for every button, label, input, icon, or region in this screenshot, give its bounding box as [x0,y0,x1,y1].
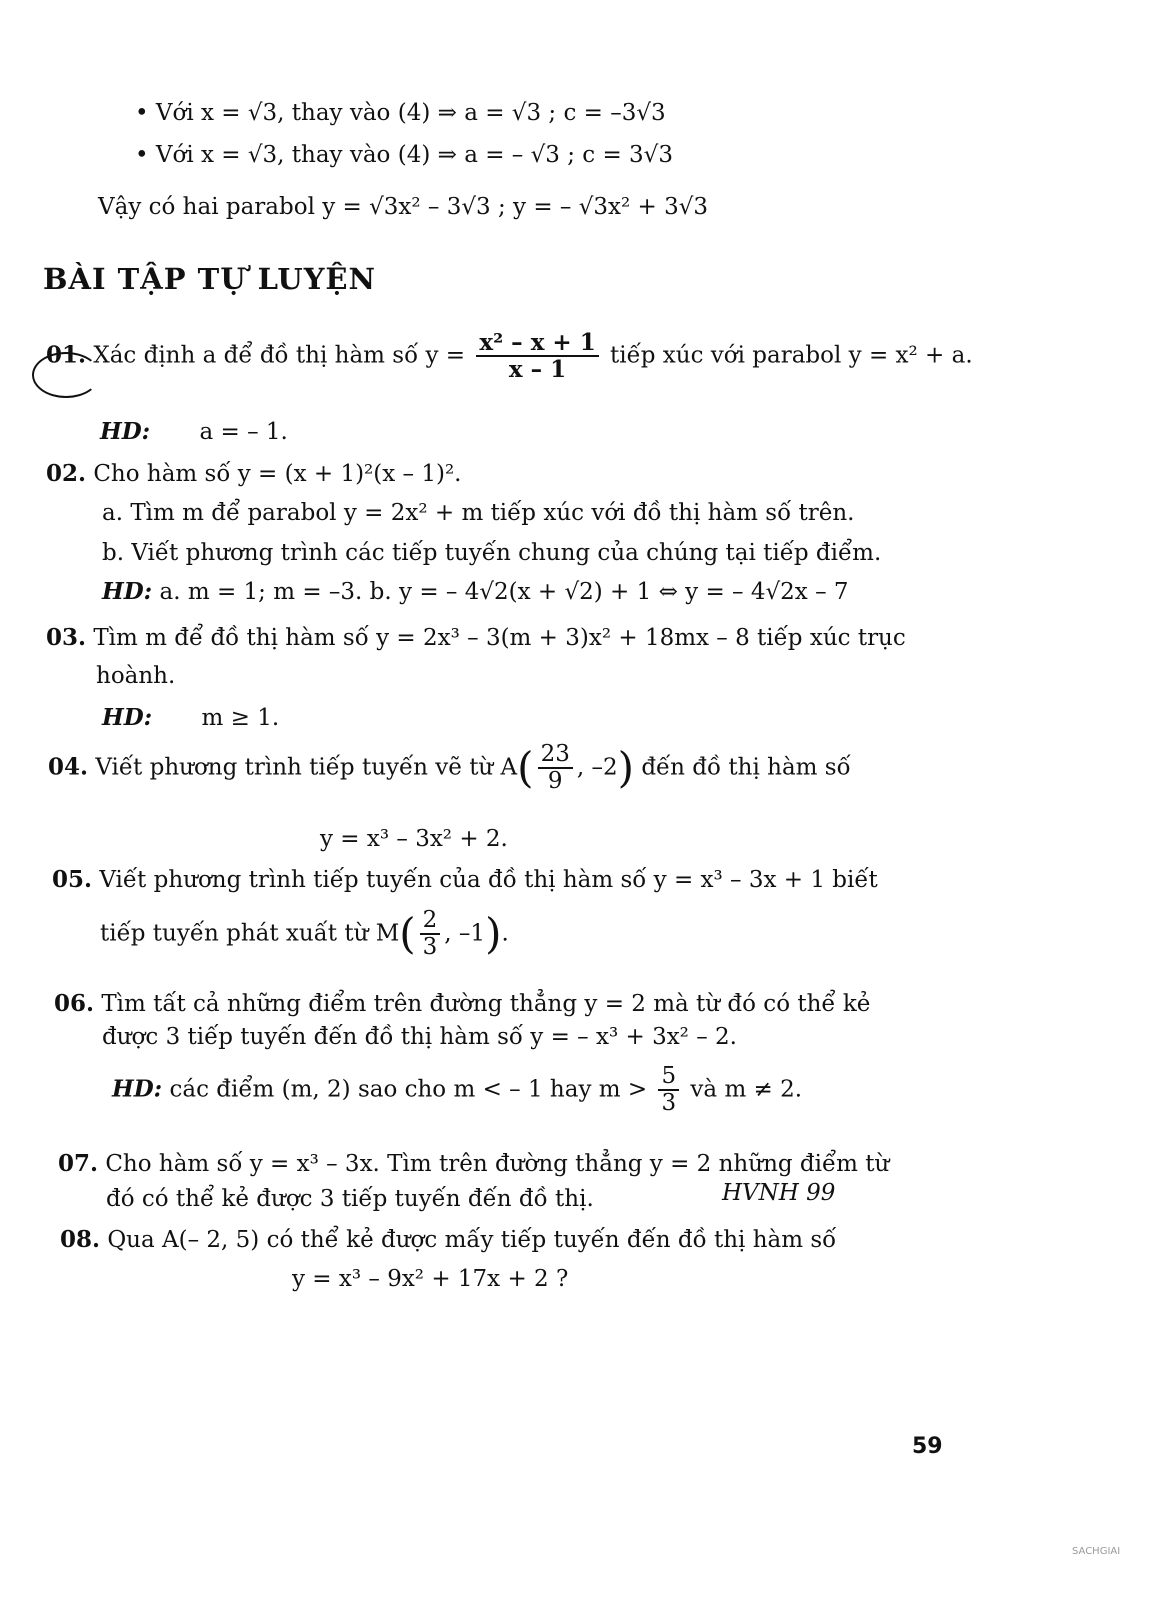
problem-number: 01. [46,341,87,369]
problem-number: 05. [52,866,93,893]
source-citation: HVNH 99 [722,1180,836,1206]
hint-label: HD: [102,578,153,605]
fraction [420,908,441,961]
problem-text: Qua A(– 2, 5) có thể kẻ được mấy tiếp tuyến đến đồ thị hàm số [107,1227,837,1253]
problem-number: 08. [60,1226,101,1253]
fraction-denominator: 9 [547,768,563,795]
problem-02-part-a: a. Tìm m để parabol y = 2x² + m tiếp xúc với đồ thị hàm số trên. [102,500,855,526]
hint-03 [102,704,279,733]
problem-text-after: tiếp xúc với parabol y = x² + a. [610,342,973,369]
paren-open: ( [399,909,416,959]
problem-02 [46,460,462,489]
hint-label: HD: [102,704,153,731]
solution-line-2: • Với x = √3, thay vào (4) ⇒ a = – √3 ; c = 3√3 [135,142,673,168]
hint-text: m ≥ 1. [201,705,280,731]
fraction-numerator: 5 [658,1064,679,1091]
problem-text: tiếp tuyến phát xuất từ M [100,920,400,947]
paren-close: ) [617,743,634,793]
problem-text: Viết phương trình tiếp tuyến vẽ từ A [95,754,518,781]
hint-text: các điểm (m, 2) sao cho m < – 1 hay m > [169,1076,648,1103]
problem-08-equation: y = x³ – 9x² + 17x + 2 ? [292,1266,569,1292]
point-rest: , –1 [444,920,486,947]
problem-text: Cho hàm số y = x³ – 3x. Tìm trên đường thẳng y = 2 những điểm từ [105,1151,890,1177]
hint-02 [102,578,849,607]
problem-text: Viết phương trình tiếp tuyến của đồ thị hàm số y = x³ – 3x + 1 biết [99,867,878,893]
problem-number: 02. [46,460,87,487]
fraction [658,1064,679,1117]
problem-number: 03. [46,624,87,651]
fraction-denominator: 3 [661,1090,677,1117]
problem-08 [60,1226,836,1255]
hint-label: HD: [112,1075,163,1103]
page-number: 59 [912,1434,943,1459]
hint-text-after: và m ≠ 2. [690,1076,803,1103]
problem-01 [46,330,973,383]
fraction-numerator: 2 [420,908,441,935]
fraction-numerator: x² – x + 1 [476,330,598,357]
problem-06 [54,990,870,1019]
problem-05 [52,866,878,895]
fraction-numerator: 23 [538,742,573,769]
fraction [538,742,573,795]
problem-number: 04. [48,753,89,781]
watermark: SACHGIAI [1072,1546,1121,1557]
problem-03 [46,624,906,653]
problem-03-line-2: hoành. [96,663,176,689]
problem-02-part-b: b. Viết phương trình các tiếp tuyến chung của chúng tại tiếp điểm. [102,540,882,566]
paren-close: ) [485,909,502,959]
solution-line-1: • Với x = √3, thay vào (4) ⇒ a = √3 ; c = –3√3 [135,100,666,126]
problem-04-equation: y = x³ – 3x² + 2. [320,826,508,852]
period: . [501,920,509,947]
solution-conclusion: Vậy có hai parabol y = √3x² – 3√3 ; y = – √3x² + 3√3 [98,194,709,220]
problem-text: Tìm tất cả những điểm trên đường thẳng y = 2 mà từ đó có thể kẻ [101,991,871,1017]
fraction-denominator: 3 [422,934,438,961]
hint-text: a = – 1. [199,419,288,445]
hint-06 [112,1064,802,1117]
paren-open: ( [517,743,534,793]
hint-01 [100,418,288,447]
problem-number: 07. [58,1150,99,1177]
problem-number: 06. [54,990,95,1017]
fraction [476,330,598,383]
problem-07 [58,1150,889,1179]
problem-text: Xác định a để đồ thị hàm số y = [93,342,466,369]
section-title: BÀI TẬP TỰ LUYỆN [43,262,377,296]
hint-label: HD: [100,418,151,445]
hint-text: a. m = 1; m = –3. b. y = – 4√2(x + √2) + 1 ⇔ y = – 4√2x – 7 [159,579,849,605]
problem-07-line-2: đó có thể kẻ được 3 tiếp tuyến đến đồ thị. [106,1186,594,1212]
point-rest: , –2 [576,754,618,781]
problem-text: Tìm m để đồ thị hàm số y = 2x³ – 3(m + 3)x² + 18mx – 8 tiếp xúc trục [93,625,906,651]
fraction-denominator: x – 1 [508,356,567,384]
problem-04 [48,742,851,795]
problem-05-line-2 [100,908,509,961]
problem-text-after: đến đồ thị hàm số [641,754,851,781]
problem-text: Cho hàm số y = (x + 1)²(x – 1)². [93,461,462,487]
problem-06-line-2: được 3 tiếp tuyến đến đồ thị hàm số y = – x³ + 3x² – 2. [102,1024,737,1050]
